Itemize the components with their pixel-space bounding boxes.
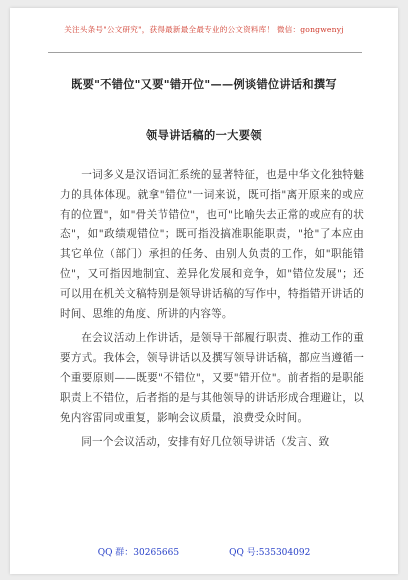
document-body <box>60 166 364 458</box>
paragraph: 一词多义是汉语词汇系统的显著特征，也是中华文化独特魅力的具体体现。就拿"错位"一词来说，既可指"离开原来的或应有的位置"，如"骨关节错位"，也可"比喻失去正常的或应有的状态"，如"政绩观错位"；既可指没搞准职能职责，"抢"了本应由其它单位（部门）承担的任务、由别人负责的工作，如"职能错位"，又可指因地制宜、差异化发展和竞争，如"错位发展"；还可以用在机关文稿特别是领导讲话稿的写作中，特指错开讲话的时间、思维的角度、所讲的内容等。 <box>60 169 364 320</box>
paragraph: 在会议活动上作讲话，是领导干部履行职责、推动工作的重要方式。我体会，领导讲话以及撰写领导讲话稿，都应当遵循一个重要原则——既要"不错位"，又要"错开位"。前者指的是职能职责上不错位，后者指的是与其他领导的讲话形成合理避让，以免内容雷同或重复，影响会议质量，浪费受众时间。 <box>60 332 364 424</box>
document-page <box>10 8 398 574</box>
header-divider <box>48 52 362 53</box>
footer-qq-number: QQ 号:535304092 <box>229 548 311 558</box>
footer-qq-group: QQ 群：30265665 <box>97 548 180 558</box>
document-title: 既要"不错位"又要"错开位"——例谈错位讲话和撰写 <box>71 77 337 91</box>
paragraph: 同一个会议活动，安排有好几位领导讲话（发言、致 <box>81 436 330 449</box>
header-note: 关注头条号"公文研究"，获得最新最全最专业的公文资料库！ 微信：gongwenyj <box>64 25 344 34</box>
document-subtitle: 领导讲话稿的一大要领 <box>146 128 262 142</box>
footer <box>10 545 398 558</box>
